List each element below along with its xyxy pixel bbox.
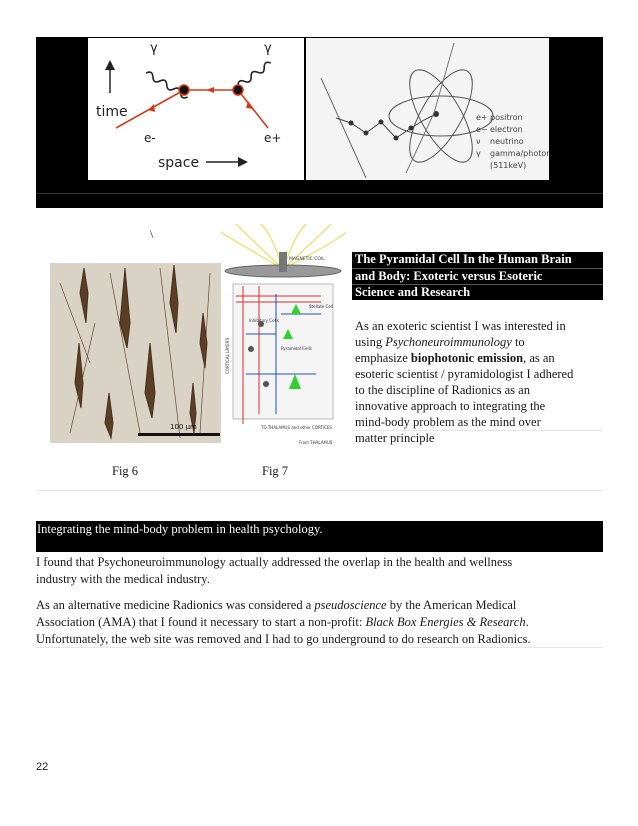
section-heading-bar (36, 521, 603, 552)
electron-label: e- (144, 131, 156, 145)
fig7-cortex-diagram (221, 224, 346, 449)
fig7-magnetic-coil-label: MAGNETIC COIL (289, 257, 325, 262)
side-divider (352, 430, 603, 431)
gamma-right-label: γ (264, 41, 272, 56)
side-line-g: mind-body problem as the mind over (355, 415, 541, 429)
pni-term: Psychoneuroimmunology (385, 335, 512, 349)
legend-sym-electron: e− (476, 125, 488, 134)
page-number: 22 (36, 761, 49, 773)
legend-text-electron: electron (490, 125, 523, 134)
positron-label: e+ (264, 131, 282, 145)
fig6-scale-label: 100 μm (170, 423, 197, 431)
paragraph-1 (36, 554, 603, 588)
gamma-left-label: γ (150, 41, 158, 56)
legend-text-neutrino: neutrino (490, 137, 524, 146)
biophotonic-term: biophotonic emission (410, 351, 524, 365)
paragraph-2-line1: As an alternative medicine Radionics was considered a pseudoscience by the American Medical (36, 598, 517, 612)
space-axis-label: space (158, 155, 200, 171)
captions-divider (36, 490, 603, 491)
legend-text-gamma: gamma/photon (490, 149, 549, 158)
paragraph-2 (36, 597, 603, 648)
annihilation-atom-figure (306, 38, 549, 180)
legend-sym-positron: e+ (476, 113, 488, 122)
paragraph-2-line3: Unfortunately, the web site was removed and I had to go underground to do research on Radionics. (36, 632, 531, 646)
stray-backslash: \ (150, 227, 154, 241)
legend-sym-neutrino: ν (476, 137, 481, 146)
legend-sym-gamma: γ (476, 149, 481, 158)
side-line-b: using Psychoneuroimmunology to (355, 335, 525, 349)
fig7-stellate-label: Stellate Cell (309, 304, 334, 309)
side-line-f: innovative approach to integrating the (355, 399, 546, 413)
legend-text-energy: (511keV) (490, 161, 527, 170)
side-line-h: matter principle (355, 431, 435, 445)
fig7-from-thalamus-label: From THALAMUS (299, 440, 333, 445)
legend-text-positron: positron (490, 113, 523, 122)
side-heading-box (352, 252, 603, 300)
side-line-a: As an exoteric scientist I was interested in (355, 319, 566, 333)
pseudoscience-term: pseudoscience (314, 598, 387, 612)
side-line-e: to the discipline of Radionics as an (355, 383, 530, 397)
fig7-cortical-layers-label: CORTICAL LAYERS (225, 337, 230, 374)
side-heading-line3: Science and Research (355, 285, 471, 299)
paragraph-1-line1: I found that Psychoneuroimmunology actually addressed the overlap in the health and wellness (36, 555, 513, 569)
paragraph-divider (36, 647, 603, 648)
side-heading-line2: and Body: Exoteric versus Esoteric (352, 269, 603, 285)
paragraph-1-line2: industry with the medical industry. (36, 572, 210, 586)
side-line-d: esoteric scientist / pyramidologist I adhered (355, 367, 574, 381)
time-axis-label: time (96, 104, 128, 120)
side-body-paragraph (355, 318, 603, 446)
fig7-inhibitory-label: Inhibitory Cells (249, 318, 279, 323)
fig7-to-thalamus-label: TO THALAMUS and other CORTICES (261, 425, 332, 430)
fig6-micrograph (50, 263, 222, 443)
paragraph-2-line2: Association (AMA) that I found it necessary to start a non-profit: Black Box Energies & Research. (36, 615, 529, 629)
fig7-caption: Fig 7 (262, 464, 289, 478)
nonprofit-name: Black Box Energies & Research (365, 615, 526, 629)
side-heading-line1: The Pyramidal Cell In the Human Brain (352, 252, 603, 269)
fig7-pyramidal-label: Pyramidal Cells (281, 346, 312, 351)
fig6-caption: Fig 6 (112, 464, 139, 478)
side-line-c: emphasize biophotonic emission, as an (355, 351, 555, 365)
section-heading: Integrating the mind-body problem in health psychology. (37, 522, 323, 536)
band-divider-line (36, 193, 603, 194)
feynman-diagram-figure (88, 38, 304, 180)
